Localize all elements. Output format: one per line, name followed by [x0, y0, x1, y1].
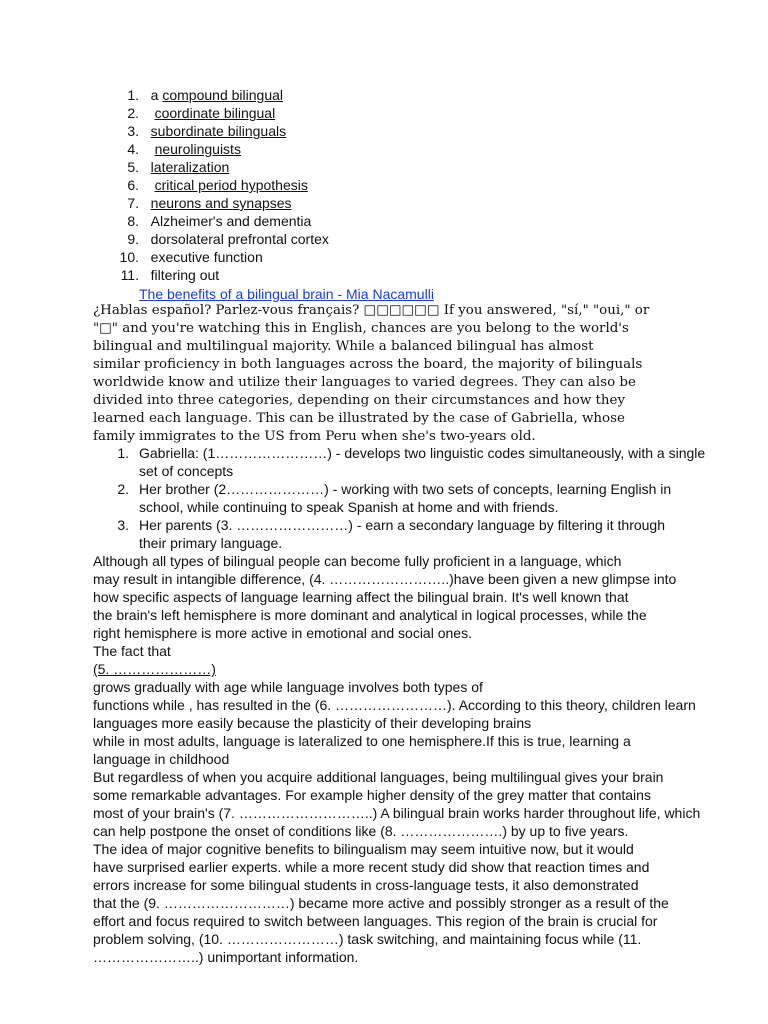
text-line: Although all types of bilingual people can become fully proficient in a language, which [93, 553, 622, 569]
text-line: "□" and you're watching this in English, chances are you belong to the world's [93, 321, 629, 336]
list-item: 3. subordinate bilinguals [127, 123, 287, 139]
list-item: 10. executive function [119, 249, 263, 265]
text-line: family immigrates to the US from Peru when she's two-years old. [93, 429, 536, 444]
vocab-term: neurons and synapses [150, 195, 292, 211]
vocab-term: coordinate bilingual [154, 105, 276, 121]
text-line: have surprised earlier experts. while a more recent study did show that reaction times and [93, 859, 650, 875]
text-line: The fact that (5. …………………) grows gradually with age while language involves both types of [93, 642, 693, 696]
text-line: that the (9. ………………………) became more active and possibly stronger as a result of the [93, 895, 669, 911]
text-line: may result in intangible difference, (4. ……………………..)have been given a new glimpse into [93, 571, 677, 587]
text-line: …………………..) unimportant information. [93, 949, 359, 965]
text-line: learned each language. This can be illustrated by the case of Gabriella, whose [93, 411, 625, 426]
text-line: ¿Hablas español? Parlez-vous français? □□□□□□ If you answered, "sí," "oui," or [93, 303, 650, 318]
list-item: 4. neurolinguists [127, 141, 241, 157]
list-item: 8. Alzheimer's and dementia [127, 213, 312, 229]
text-line: similar proficiency in both languages across the board, the majority of bilinguals [93, 357, 643, 372]
list-item: 1. Gabriella: (1……………………) - develops two linguistic codes simultaneously, with a single set of concepts [117, 445, 706, 479]
vocab-term: lateralization [150, 159, 230, 175]
text-line: But regardless of when you acquire additional languages, being multilingual gives your brain [93, 769, 664, 785]
text-line: most of your brain's (7. ………………………..) A bilingual brain works harder throughout life, which [93, 805, 701, 821]
vocab-term: critical period hypothesis [154, 177, 308, 193]
text-line: divided into three categories, depending on their circumstances and how they [93, 393, 626, 408]
list-item: 3. Her parents (3. ……………………) - earn a secondary language by filtering it through their primary language. [117, 517, 666, 551]
text-line: language in childhood [93, 751, 230, 767]
paragraph-lateralization [93, 552, 701, 966]
text-line: while in most adults, language is lateralized to one hemisphere.If this is true, learning a [93, 733, 631, 749]
text-line: The idea of major cognitive benefits to bilingualism may seem intuitive now, but it would [93, 841, 634, 857]
text-line: worldwide know and utilize their languages to varied degrees. They can also be [93, 375, 636, 390]
text-line: some remarkable advantages. For example higher density of the grey matter that contains [93, 787, 651, 803]
bilingual-types-list [93, 444, 705, 552]
vocab-term: dorsolateral prefrontal cortex [150, 231, 329, 247]
list-item: 11. filtering out [120, 267, 220, 283]
blank-5: (5. …………………) [93, 661, 216, 677]
text-line: functions while , has resulted in the (6. ……………………). According to this theory, children learn [93, 697, 696, 713]
text-line: bilingual and multilingual majority. While a balanced bilingual has almost [93, 339, 594, 354]
list-item: 9. dorsolateral prefrontal cortex [127, 231, 329, 247]
list-item: 7. neurons and synapses [127, 195, 292, 211]
text-line: can help postpone the onset of conditions like (8. ………………….) by up to five years. [93, 823, 629, 839]
text-line: errors increase for some bilingual students in cross-language tests, it also demonstrated [93, 877, 639, 893]
video-link[interactable]: The benefits of a bilingual brain - Mia Nacamulli [139, 286, 434, 302]
text-line: languages more easily because the plasticity of their developing brains [93, 715, 532, 731]
text-line: right hemisphere is more active in emotional and social ones. [93, 625, 472, 641]
list-item: 5. lateralization [127, 159, 230, 175]
vocab-term: filtering out [150, 267, 220, 283]
text-line: how specific aspects of language learning affect the bilingual brain. It's well known that [93, 589, 629, 605]
text-line: effort and focus required to switch between languages. This region of the brain is crucial for [93, 913, 658, 929]
text-line: problem solving, (10. ……………………) task switching, and maintaining focus while (11. [93, 931, 642, 947]
vocabulary-list [92, 86, 329, 284]
intro-paragraph [93, 302, 683, 446]
list-item: 6. critical period hypothesis [127, 177, 308, 193]
text-line: the brain's left hemisphere is more dominant and analytical in logical processes, while the [93, 607, 647, 623]
list-item: 2. Her brother (2…………………) - working with two sets of concepts, learning English in school, while continuing to speak Spanish at home and with friends. [117, 481, 672, 515]
vocab-term: executive function [150, 249, 263, 265]
list-item: 1. a compound bilingual [127, 87, 283, 103]
vocab-term: subordinate bilinguals [150, 123, 287, 139]
vocab-term: neurolinguists [154, 141, 241, 157]
list-item: 2. coordinate bilingual [127, 105, 276, 121]
vocab-term: compound bilingual [162, 87, 283, 103]
vocab-term: Alzheimer's and dementia [150, 213, 312, 229]
